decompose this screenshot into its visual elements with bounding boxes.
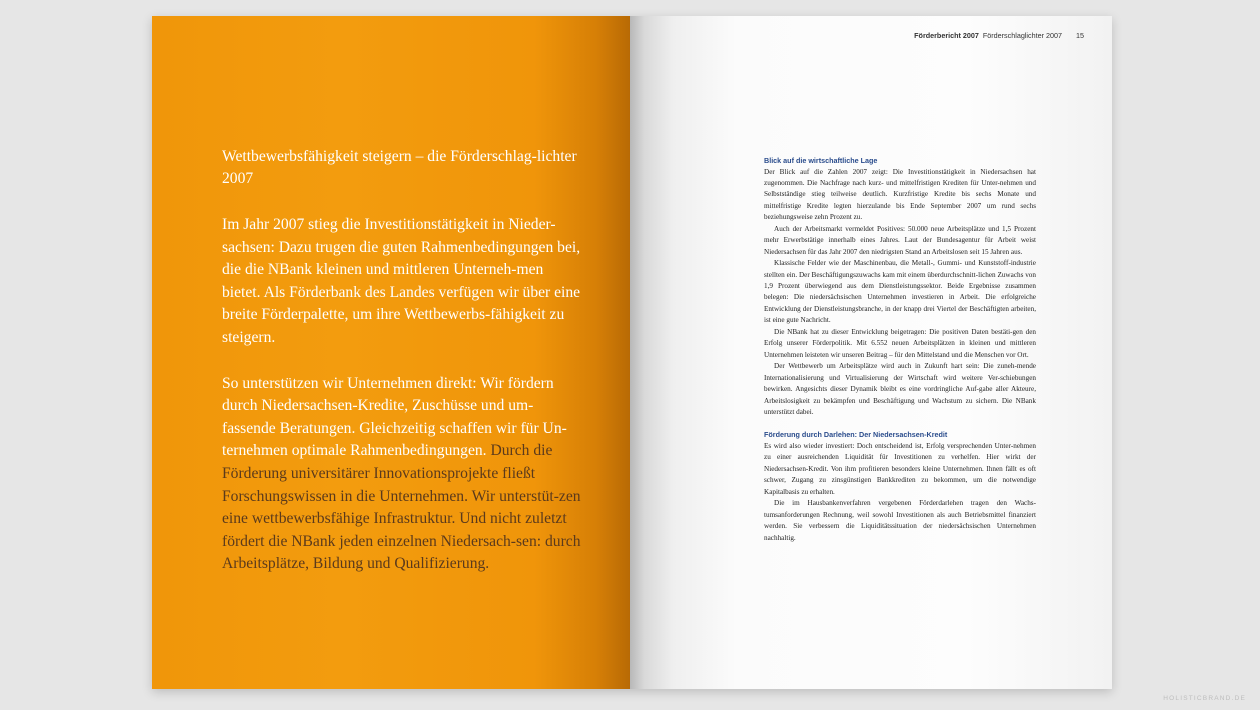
left-page-paragraph-2-dark: Durch die Förderung universitärer Innovationsprojekte fließt Forschungswissen in die Unternehmen. Wir unterstüt-zen eine wettbewerbsfähige Infrastruktur. Und nicht zuletzt fördert die NBank jeden einzelnen Niedersach-sen: durch Arbeitsplätze, Bildung und Qualifizierung.: [222, 442, 581, 573]
body-paragraph: Es wird also wieder investiert: Doch entscheidend ist, Erfolg versprechenden Unter-nehmen zu einer ausreichenden Liquidität für Investitionen zu verhelfen. Hier wirkt der Niedersachsen-Kredit. Von ihm profitieren besonders kleine Unternehmen. Ihnen fällt es oft schwer, Zugang zu zinsgünstigen Bankkrediten zu bekommen, um die notwendige Kapitalbasis zu erhalten.: [764, 441, 1036, 496]
left-page-title: Wettbewerbsfähigkeit steigern – die Förderschlag-lichter 2007: [222, 148, 577, 187]
watermark: HOLISTICBRAND.DE: [1163, 695, 1246, 702]
section-heading-economy: Blick auf die wirtschaftliche Lage: [764, 156, 878, 165]
page-number: 15: [1076, 31, 1084, 40]
body-paragraph: Die im Hausbankenverfahren vergebenen Förderdarlehen tragen den Wachs-tumsanforderungen Rechnung, weil sowohl Investitionen als auch Betriebsmittel finanziert werden. Sie verbessern die Liquiditätssituation der niedersächsischen Unternehmen nachhaltig.: [764, 499, 1036, 542]
running-head: [914, 31, 1084, 40]
body-paragraph: Der Wettbewerb um Arbeitsplätze wird auch in Zukunft hart sein: Die zuneh-mende Internationalisierung und Virtualisierung der Wirtschaft wird weitere Ver-schiebungen bewirken. Angesichts dieser Dynamik bleibt es eine vordringliche Auf-gabe aller Akteure, Arbeitslosigkeit zu bekämpfen und Beschäftigung und Wachstum zu sichern. Die NBank unterstützt dabei.: [764, 362, 1036, 417]
left-page: [152, 16, 630, 689]
body-paragraph: Auch der Arbeitsmarkt vermeldet Positives: 50.000 neue Arbeitsplätze und 1,5 Prozent mehr Erwerbstätige innerhalb eines Jahres. Laut der Bundesagentur für Arbeit weist Niedersachsen für das Jahr 2007 den niedrigsten Stand an Arbeitslosen seit 15 Jahren aus.: [764, 224, 1036, 256]
running-head-section: Förderschlaglichter 2007: [982, 31, 1062, 40]
left-page-paragraph-1: Im Jahr 2007 stieg die Investitionstätigkeit in Nieder-sachsen: Dazu trugen die guten Rahmenbedingungen bei, die die NBank kleinen und mittleren Unterneh-men bietet. Als Förderbank des Landes verfügen wir über eine breite Förderpalette, um ihre Wettbewerbs-fähigkeit zu steigern.: [222, 216, 581, 346]
running-head-report: Förderbericht 2007: [914, 31, 979, 40]
brochure-spread: [152, 16, 1112, 689]
section-heading-loans: Förderung durch Darlehen: Der Niedersachsen-Kredit: [764, 430, 948, 440]
left-page-paragraph-2: [222, 373, 584, 576]
right-page-content: [764, 155, 1036, 544]
right-page: [630, 16, 1112, 689]
body-paragraph: Der Blick auf die Zahlen 2007 zeigt: Die Investitionstätigkeit in Niedersachsen hat zugenommen. Die Nachfrage nach kurz- und mittelfristigen Krediten für Unter-nehmen und Selbstständige stieg teilweise deutlich. Kurzfristige Kredite bis sechs Monate und mittelfristige Kredite legten hierzulande bis Ende September 2007 um rund sechs beziehungsweise zehn Prozent zu.: [764, 167, 1036, 222]
body-paragraph: Klassische Felder wie der Maschinenbau, die Metall-, Gummi- und Kunststoff-industrie stellten ein. Der Beschäftigungszuwachs kam mit einem überdurchschnitt-lichen Zuwachs von 1,9 Prozent überwiegend aus dem Dienstleistungssektor. Beide Ergebnisse zusammen belegen: Die niedersächsischen Unternehmen investieren in Arbeit. Die erfolgreiche Entwicklung der Dienstleistungsbranche, in der knapp drei Viertel der Beschäftigten arbeiten, ist eine gute Nachricht.: [764, 259, 1036, 325]
left-page-content: [222, 146, 584, 599]
left-page-paragraph-2-light: So unterstützen wir Unternehmen direkt: Wir fördern durch Niedersachsen-Kredite, Zuschüsse und um-fassende Beratungen. Gleichzeitig schaffen wir für Un-ternehmen optimale Rahmenbedingungen.: [222, 374, 567, 460]
body-paragraph: Die NBank hat zu dieser Entwicklung beigetragen: Die positiven Daten bestäti-gen den Erfolg unserer Förderpolitik. Mit 6.552 neuen Arbeitsplätzen in kleinen und mittleren Unternehmen leisteten wir unseren Beitrag – für den Mittelstand und die Menschen vor Ort.: [764, 327, 1036, 359]
